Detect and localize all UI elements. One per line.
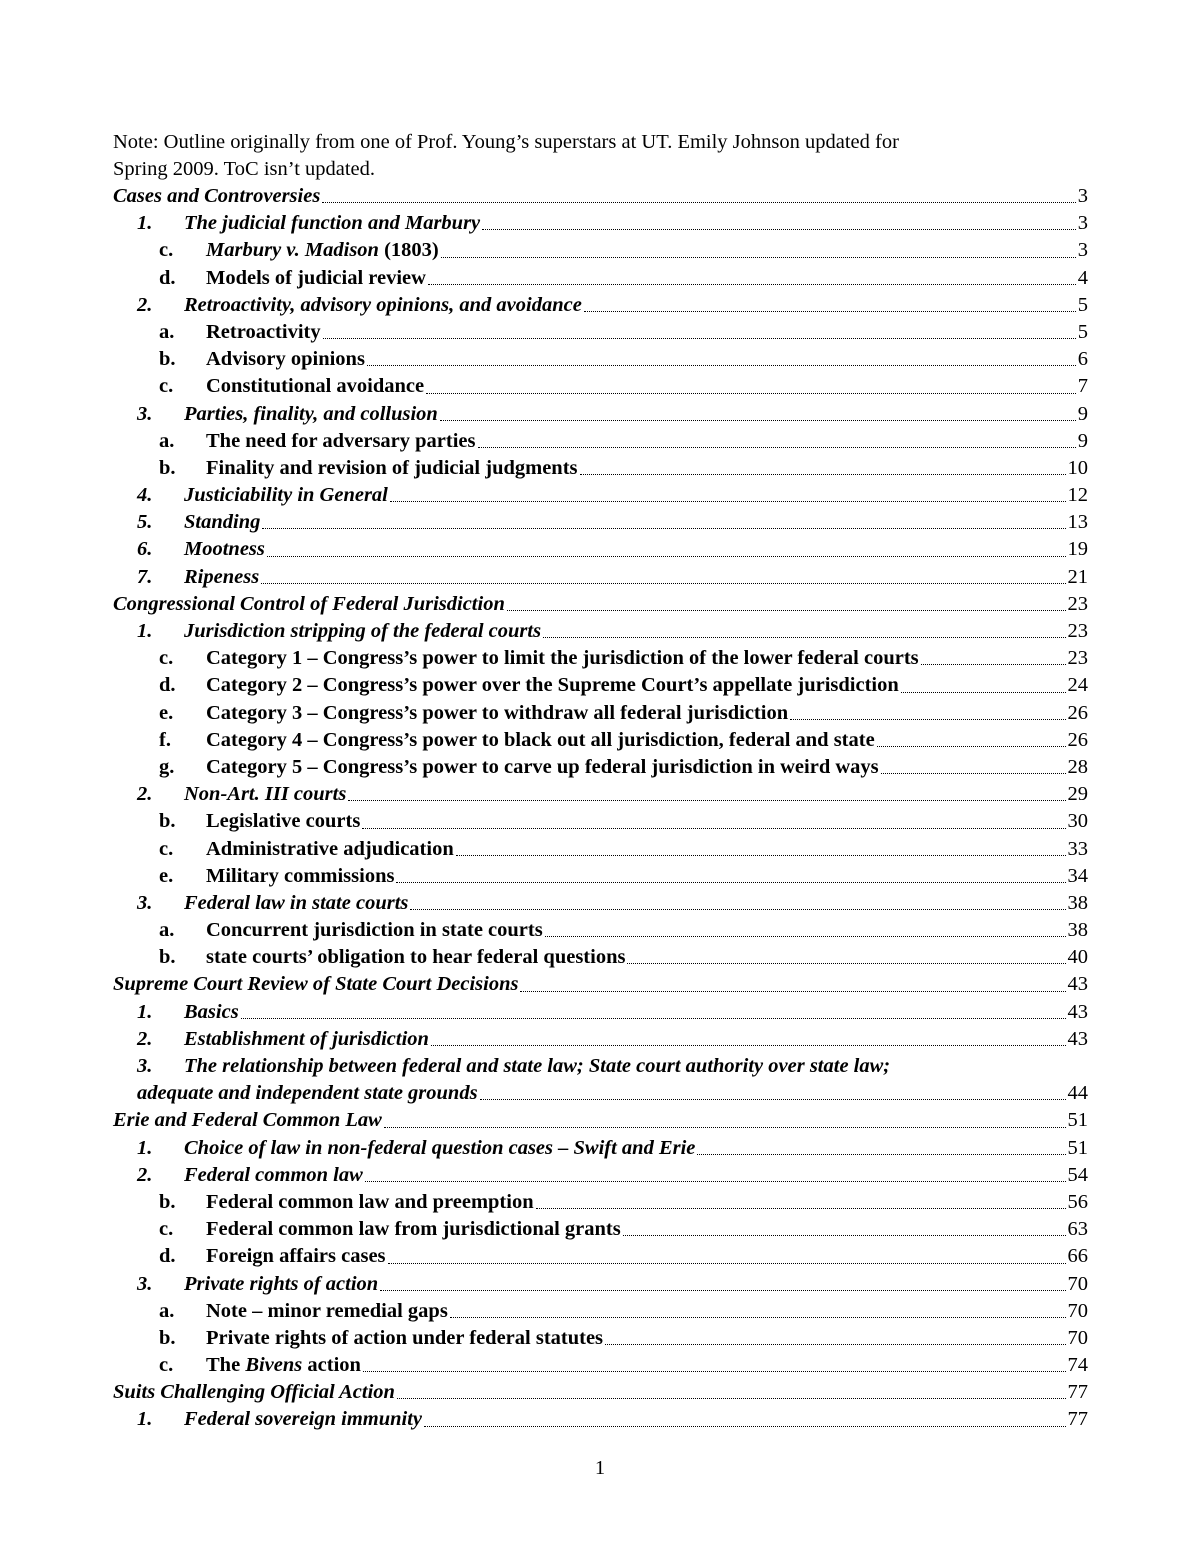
toc-leader-dots [478,447,1076,448]
toc-leader-dots [790,719,1065,720]
toc-leader-dots [428,284,1076,285]
toc-entry[interactable] [113,971,1088,998]
toc-entry-number: e. [159,864,174,887]
toc-entry-page: 38 [1067,891,1088,914]
toc-entry-title: Non-Art. III courts [184,783,347,806]
toc-entry-title-continued: adequate and independent state grounds [137,1082,478,1105]
toc-entry[interactable] [113,944,1088,971]
toc-entry-title: Jurisdiction stripping of the federal courts [184,620,542,642]
toc-entry-number: a. [159,429,175,452]
toc-entry[interactable] [113,373,1088,400]
toc-entry-number: 6. [137,538,153,561]
toc-entry-page: 40 [1067,946,1088,969]
toc-entry[interactable] [113,1243,1088,1270]
toc-entry-page: 51 [1067,1136,1088,1159]
toc-entry-number: c. [159,647,174,670]
toc-entry-page: 63 [1067,1218,1088,1241]
toc-leader-dots [267,556,1066,557]
toc-entry-number: a. [159,1299,175,1322]
toc-leader-dots [627,963,1065,964]
toc-leader-dots [241,1018,1066,1019]
toc-entry-number: a. [159,919,175,942]
toc-entry-title: Constitutional avoidance [206,375,425,398]
toc-entry-page: 19 [1067,538,1088,561]
toc-leader-dots [323,338,1076,339]
toc-entry-page: 43 [1067,1000,1088,1023]
toc-entry-page: 66 [1067,1245,1088,1268]
toc-entry-page: 9 [1077,402,1088,425]
toc-entry[interactable] [113,292,1088,319]
toc-entry-number: c. [159,1354,174,1377]
toc-entry[interactable] [113,645,1088,672]
toc-entry-page: 24 [1067,674,1088,697]
toc-entry-number: c. [159,239,174,262]
toc-leader-dots [388,1263,1066,1264]
toc-entry-title: Establishment of jurisdiction [184,1027,429,1050]
note-line-1: Note: Outline originally from one of Prof. Young’s superstars at UT. Emily Johnson updated for [113,131,899,153]
page-number: 1 [594,1457,606,1479]
toc-entry-title: Note – minor remedial gaps [206,1299,448,1322]
toc-entry-number: d. [159,674,176,697]
toc-entry-page: 26 [1067,728,1088,751]
toc-entry-number: b. [159,946,176,969]
toc-leader-dots [921,664,1066,665]
toc-entry-number: g. [159,755,175,778]
toc-entry[interactable] [113,672,1088,699]
toc-entry[interactable] [113,1216,1088,1243]
toc-entry-page: 74 [1067,1354,1088,1377]
toc-leader-dots [520,991,1065,992]
toc-entry[interactable] [113,890,1088,917]
toc-leader-dots [424,1426,1065,1427]
toc-entry-title: Parties, finality, and collusion [184,402,438,425]
toc-leader-dots [482,229,1076,230]
toc-entry-number: f. [159,728,171,751]
toc-leader-dots [877,746,1066,747]
toc-leader-dots [536,1208,1066,1209]
toc-entry[interactable] [113,591,1088,618]
toc-entry[interactable] [113,210,1088,237]
toc-entry-title: Retroactivity [206,320,321,343]
toc-leader-dots [365,1181,1066,1182]
toc-entry-number: 3. [137,891,153,914]
toc-entry-page: 9 [1077,429,1088,452]
toc-entry-title: Mootness [184,538,265,561]
toc-entry[interactable] [113,237,1088,264]
toc-leader-dots [431,1045,1066,1046]
toc-entry[interactable] [113,917,1088,944]
toc-leader-dots [697,1154,1065,1155]
toc-leader-dots [901,692,1066,693]
toc-entry-page: 5 [1077,320,1088,343]
toc-entry-page: 34 [1067,864,1088,887]
toc-entry-number: b. [159,810,176,833]
toc-entry[interactable] [113,183,1088,210]
toc-leader-dots [261,583,1065,584]
toc-entry-number: 3. [137,1055,153,1077]
toc-entry-page: 70 [1067,1272,1088,1295]
toc-entry-page: 51 [1067,1109,1088,1132]
toc-leader-dots [881,773,1066,774]
toc-entry-title: Federal common law [184,1163,363,1186]
toc-entry-page: 43 [1067,1027,1088,1050]
toc-leader-dots [348,800,1065,801]
toc-entry-page: 38 [1067,919,1088,942]
toc-leader-dots [605,1344,1065,1345]
toc-leader-dots [390,501,1066,502]
toc-entry-number: 1. [137,620,153,642]
toc-entry-title: Finality and revision of judicial judgments [206,456,578,479]
toc-entry-number: c. [159,837,174,860]
toc-entry[interactable] [113,618,1088,645]
toc-entry-number: d. [159,266,176,289]
toc-leader-dots [441,257,1076,258]
toc-entry-title: Standing [184,511,261,534]
toc-entry-title: Choice of law in non-federal question cases – Swift and Erie [184,1136,696,1159]
toc-entry-title: state courts’ obligation to hear federal questions [206,946,626,969]
toc-entry-title: Erie and Federal Common Law [113,1109,382,1132]
toc-entry-title: Foreign affairs cases [206,1245,386,1268]
toc-entry[interactable] [113,1325,1088,1352]
toc-entry-title: The need for adversary parties [206,429,476,452]
toc-entry[interactable] [113,999,1088,1026]
toc-entry[interactable] [113,1053,1088,1107]
toc-entry[interactable] [113,1352,1088,1379]
toc-entry-number: e. [159,701,174,724]
toc-entry-title: Basics [184,1000,239,1023]
toc-entry[interactable] [113,1162,1088,1189]
toc-leader-dots [545,936,1066,937]
toc-entry[interactable] [113,1379,1088,1406]
toc-entry-title: Military commissions [206,864,395,887]
toc-entry-title: Federal sovereign immunity [184,1408,423,1431]
toc-entry-title: Marbury v. Madison (1803) [206,239,439,262]
toc-entry-title: Category 4 – Congress’s power to black out all jurisdiction, federal and state [206,728,875,751]
toc-entry-number: 1. [137,1408,153,1431]
toc-entry-number: 5. [137,511,153,534]
toc-entry[interactable] [113,428,1088,455]
toc-entry-page: 3 [1077,212,1088,235]
toc-entry-page: 28 [1067,755,1088,778]
toc-entry-page: 6 [1077,348,1088,371]
toc-leader-dots [456,855,1066,856]
toc-leader-dots [580,474,1066,475]
toc-entry-number: b. [159,456,176,479]
toc-leader-dots [363,1371,1066,1372]
toc-entry-page: 44 [1067,1082,1088,1105]
toc-entry-title: Federal common law and preemption [206,1190,534,1213]
toc-entry-number: a. [159,320,175,343]
toc-entry[interactable] [113,564,1088,591]
toc-entry-page: 13 [1067,511,1088,534]
toc-entry-title: Category 5 – Congress’s power to carve up federal jurisdiction in weird ways [206,755,879,778]
toc-leader-dots [623,1235,1066,1236]
toc-entry-title: Cases and Controversies [113,185,321,207]
toc-leader-dots [543,637,1065,638]
toc-entry-page: 10 [1067,456,1088,479]
toc-entry-page: 56 [1067,1190,1088,1213]
toc-entry-title: Retroactivity, advisory opinions, and avoidance [184,293,582,316]
toc-entry-number: b. [159,1326,176,1349]
toc-entry[interactable] [113,319,1088,346]
toc-entry-page: 23 [1067,620,1088,642]
toc-entry[interactable] [113,1298,1088,1325]
toc-entry-title: Ripeness [184,565,260,588]
toc-entry-title: Models of judicial review [206,266,426,289]
toc-entry-title: Federal common law from jurisdictional grants [206,1218,621,1241]
toc-entry[interactable] [113,836,1088,863]
toc-leader-dots [440,420,1076,421]
toc-entry-title: Private rights of action under federal statutes [206,1326,604,1349]
toc-entry-page: 54 [1067,1163,1088,1186]
toc-entry-number: b. [159,1190,176,1213]
toc-entry[interactable] [113,1107,1088,1134]
toc-leader-dots [507,610,1066,611]
toc-leader-dots [397,1398,1066,1399]
toc-entry-number: 3. [137,402,153,425]
toc-entry-page: 21 [1067,565,1088,588]
toc-entry-title: The judicial function and Marbury [184,212,481,235]
toc-entry-page: 5 [1077,293,1088,316]
toc-entry[interactable] [113,265,1088,292]
toc-entry-page: 43 [1067,973,1088,996]
toc-entry-title: Suits Challenging Official Action [113,1381,395,1404]
toc-entry-number: 1. [137,1000,153,1023]
toc-entry-page: 3 [1077,185,1088,207]
toc-entry-title: Category 2 – Congress’s power over the Supreme Court’s appellate jurisdiction [206,674,899,697]
toc-entry-number: b. [159,348,176,371]
toc-entry[interactable] [113,1406,1088,1433]
toc-entry-number: 3. [137,1272,153,1295]
toc-leader-dots [380,1290,1065,1291]
toc-entry-page: 23 [1067,592,1088,615]
toc-entry-page: 26 [1067,701,1088,724]
toc-entry-number: 2. [137,1163,153,1186]
toc-entry-page: 70 [1067,1299,1088,1322]
toc-entry-page: 23 [1067,647,1088,670]
toc-entry-page: 33 [1067,837,1088,860]
toc-entry-number: 2. [137,783,153,806]
toc-entry[interactable] [113,1189,1088,1216]
toc-entry-title: Advisory opinions [206,348,365,371]
toc-entry[interactable] [113,727,1088,754]
toc-entry-page: 30 [1067,810,1088,833]
toc-leader-dots [410,909,1065,910]
toc-leader-dots [480,1099,1066,1100]
toc-entry-title: Justiciability in General [184,484,388,507]
toc-entry[interactable] [113,754,1088,781]
toc-entry-number: 1. [137,1136,153,1159]
toc-entry-number: c. [159,375,174,398]
toc-entry[interactable] [113,455,1088,482]
toc-entry-page: 12 [1067,484,1088,507]
toc-entry[interactable] [113,401,1088,428]
note-paragraph [113,129,1088,183]
toc-entry-number: 4. [137,484,153,507]
toc-entry[interactable] [113,808,1088,835]
toc-entry-title: Category 1 – Congress’s power to limit the jurisdiction of the lower federal courts [206,647,919,670]
toc-leader-dots [584,311,1076,312]
toc-entry[interactable] [113,1026,1088,1053]
toc-entry-title: Category 3 – Congress’s power to withdraw all federal jurisdiction [206,701,789,724]
toc-leader-dots [362,828,1065,829]
toc-entry[interactable] [113,1271,1088,1298]
toc-entry-page: 7 [1077,375,1088,398]
toc-entry[interactable] [113,1135,1088,1162]
toc-leader-dots [384,1127,1066,1128]
toc-entry[interactable] [113,536,1088,563]
toc-leader-dots [367,365,1076,366]
toc-entry-title: Administrative adjudication [206,837,454,860]
toc-entry-title: Congressional Control of Federal Jurisdiction [113,592,505,615]
toc-entry-number: c. [159,1218,174,1241]
toc-entry-number: 7. [137,565,153,588]
toc-entry-number: 2. [137,293,153,316]
toc-entry-title: Legislative courts [206,810,361,833]
toc-entry-title: Supreme Court Review of State Court Decisions [113,973,519,996]
toc-leader-dots [396,882,1065,883]
toc-leader-dots [450,1317,1066,1318]
toc-entry-number: 2. [137,1027,153,1050]
toc-entry[interactable] [113,700,1088,727]
toc-entry-number: d. [159,1245,176,1268]
toc-entry[interactable] [113,781,1088,808]
toc-leader-dots [322,202,1075,203]
toc-entry-page: 3 [1077,239,1088,262]
toc-entry-page: 77 [1067,1408,1088,1431]
toc-entry[interactable] [113,863,1088,890]
toc-entry-number: 1. [137,212,153,235]
toc-entry-title: The Bivens action [206,1354,361,1377]
toc-entry-title: Concurrent jurisdiction in state courts [206,919,543,942]
toc-entry-title: Federal law in state courts [184,891,409,914]
toc-leader-dots [262,528,1065,529]
toc-entry[interactable] [113,509,1088,536]
table-of-contents [113,183,1088,1434]
toc-entry-page: 70 [1067,1326,1088,1349]
toc-leader-dots [426,393,1076,394]
toc-entry-page: 77 [1067,1381,1088,1404]
toc-entry-page: 29 [1067,783,1088,806]
toc-entry-title: Private rights of action [184,1272,379,1295]
toc-entry-title: The relationship between federal and state law; State court authority over state law; [184,1055,891,1077]
toc-entry[interactable] [113,346,1088,373]
toc-entry[interactable] [113,482,1088,509]
toc-entry-page: 4 [1077,266,1088,289]
note-line-2: Spring 2009. ToC isn’t updated. [113,158,376,180]
